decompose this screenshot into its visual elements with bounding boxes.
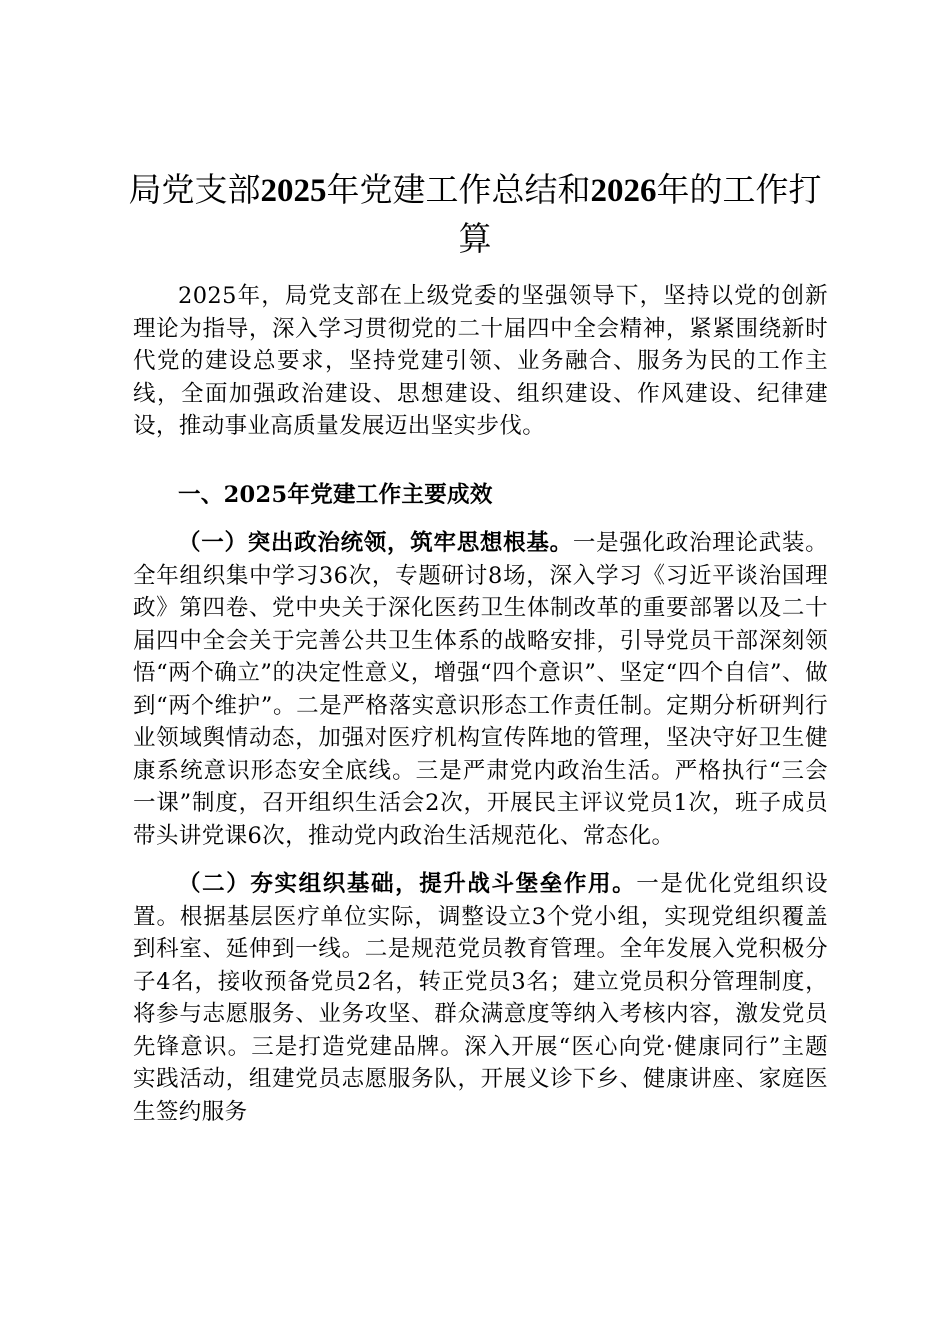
title-year-1: 2025: [260, 173, 327, 209]
section-2-lead: （二）夯实组织基础，提升战斗堡垒作用。: [178, 871, 637, 897]
section-1-paragraph: [133, 527, 828, 852]
document-title: [120, 166, 830, 263]
title-part-2: 年党建工作总结和: [326, 170, 591, 209]
section-heading-1: 一、2025年党建工作主要成效: [178, 482, 493, 508]
title-part-3: 年的工作打算: [458, 170, 822, 258]
section-1-text: 一是强化政治理论武装。全年组织集中学习36次，专题研讨8场，深入学习《习近平谈治国理政》第四卷、党中央关于深化医药卫生体制改革的重要部署以及二十届四中全会关于完善公共卫生体系的战略安排，引导党员干部深刻领悟“两个确立”的决定性意义，增强“四个意识”、坚定“四个自信”、做到“两个维护”。二是严格落实意识形态工作责任制。定期分析研判行业领域舆情动态，加强对医疗机构宣传阵地的管理，坚决守好卫生健康系统意识形态安全底线。三是严肃党内政治生活。严格执行“三会一课”制度，召开组织生活会2次，开展民主评议党员1次，班子成员带头讲党课6次，推动党内政治生活规范化、常态化。: [133, 530, 828, 849]
intro-paragraph: 2025年，局党支部在上级党委的坚强领导下，坚持以党的创新理论为指导，深入学习贯彻党的二十届四中全会精神，紧紧围绕新时代党的建设总要求，坚持党建引领、业务融合、服务为民的工作主线，全面加强政治建设、思想建设、组织建设、作风建设、纪律建设，推动事业高质量发展迈出坚实步伐。: [133, 283, 828, 439]
section-2-paragraph: [133, 868, 828, 1128]
title-part-1: 局党支部: [128, 170, 261, 209]
section-2-text: 一是优化党组织设置。根据基层医疗单位实际，调整设立3个党小组，实现党组织覆盖到科室、延伸到一线。二是规范党员教育管理。全年发展入党积极分子4名，接收预备党员2名，转正党员3名；建立党员积分管理制度，将参与志愿服务、业务攻坚、群众满意度等纳入考核内容，激发党员先锋意识。三是打造党建品牌。深入开展“医心向党·健康同行”主题实践活动，组建党员志愿服务队，开展义诊下乡、健康讲座、家庭医生签约服务: [133, 871, 828, 1125]
section-1-lead: （一）突出政治统领，筑牢思想根基。: [178, 530, 573, 556]
title-year-2: 2026: [590, 173, 657, 209]
